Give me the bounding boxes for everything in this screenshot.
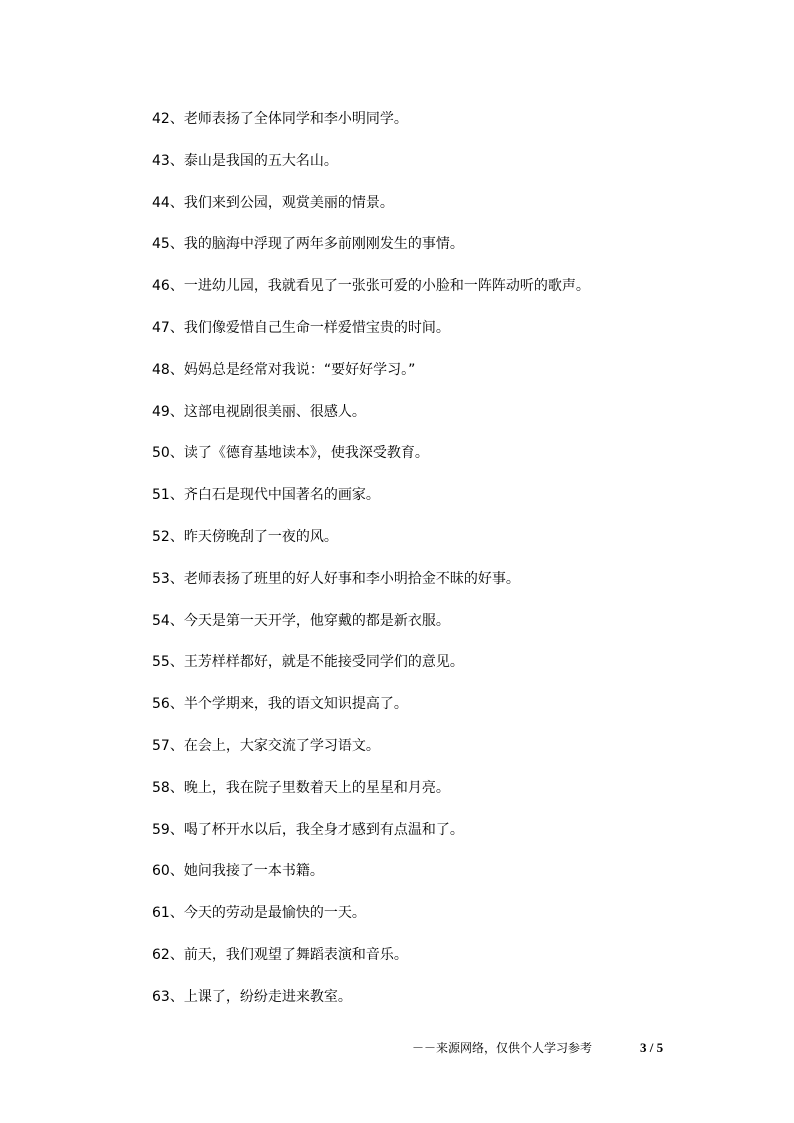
sentence-item: 58、晚上，我在院子里数着天上的星星和月亮。 bbox=[152, 779, 450, 796]
sentence-item: 53、老师表扬了班里的好人好事和李小明拾金不昧的好事。 bbox=[152, 570, 520, 587]
sentence-item: 44、我们来到公园，观赏美丽的情景。 bbox=[152, 194, 394, 211]
sentence-item: 57、在会上，大家交流了学习语文。 bbox=[152, 737, 380, 754]
sentence-list bbox=[152, 108, 752, 1028]
sentence-item: 61、今天的劳动是最愉快的一天。 bbox=[152, 905, 366, 922]
sentence-item: 63、上课了，纷纷走进来教室。 bbox=[152, 988, 352, 1005]
page-footer bbox=[412, 1040, 664, 1056]
sentence-item: 48、妈妈总是经常对我说：“要好好学习。” bbox=[152, 361, 416, 378]
sentence-item: 54、今天是第一天开学，他穿戴的都是新衣服。 bbox=[152, 612, 450, 629]
sentence-item: 46、一进幼儿园，我就看见了一张张可爱的小脸和一阵阵动听的歌声。 bbox=[152, 278, 590, 295]
sentence-item: 49、这部电视剧很美丽、很感人。 bbox=[152, 403, 366, 420]
sentence-item: 60、她问我接了一本书籍。 bbox=[152, 863, 324, 880]
page-number: 3 / 5 bbox=[640, 1040, 664, 1055]
sentence-item: 56、半个学期来，我的语文知识提高了。 bbox=[152, 696, 408, 713]
sentence-item: 50、读了《德育基地读本》，使我深受教育。 bbox=[152, 445, 429, 462]
sentence-item: 43、泰山是我国的五大名山。 bbox=[152, 152, 338, 169]
sentence-item: 62、前天，我们观望了舞蹈表演和音乐。 bbox=[152, 946, 408, 963]
sentence-item: 59、喝了杯开水以后，我全身才感到有点温和了。 bbox=[152, 821, 464, 838]
sentence-item: 51、齐白石是现代中国著名的画家。 bbox=[152, 487, 380, 504]
sentence-item: 55、王芳样样都好，就是不能接受同学们的意见。 bbox=[152, 654, 464, 671]
sentence-item: 45、我的脑海中浮现了两年多前刚刚发生的事情。 bbox=[152, 236, 464, 253]
sentence-item: 42、老师表扬了全体同学和李小明同学。 bbox=[152, 111, 408, 127]
sentence-item: 52、昨天傍晚刮了一夜的风。 bbox=[152, 528, 338, 545]
sentence-item: 47、我们像爱惜自己生命一样爱惜宝贵的时间。 bbox=[152, 319, 450, 336]
footer-source-note: －－来源网络，仅供个人学习参考 bbox=[412, 1041, 593, 1055]
